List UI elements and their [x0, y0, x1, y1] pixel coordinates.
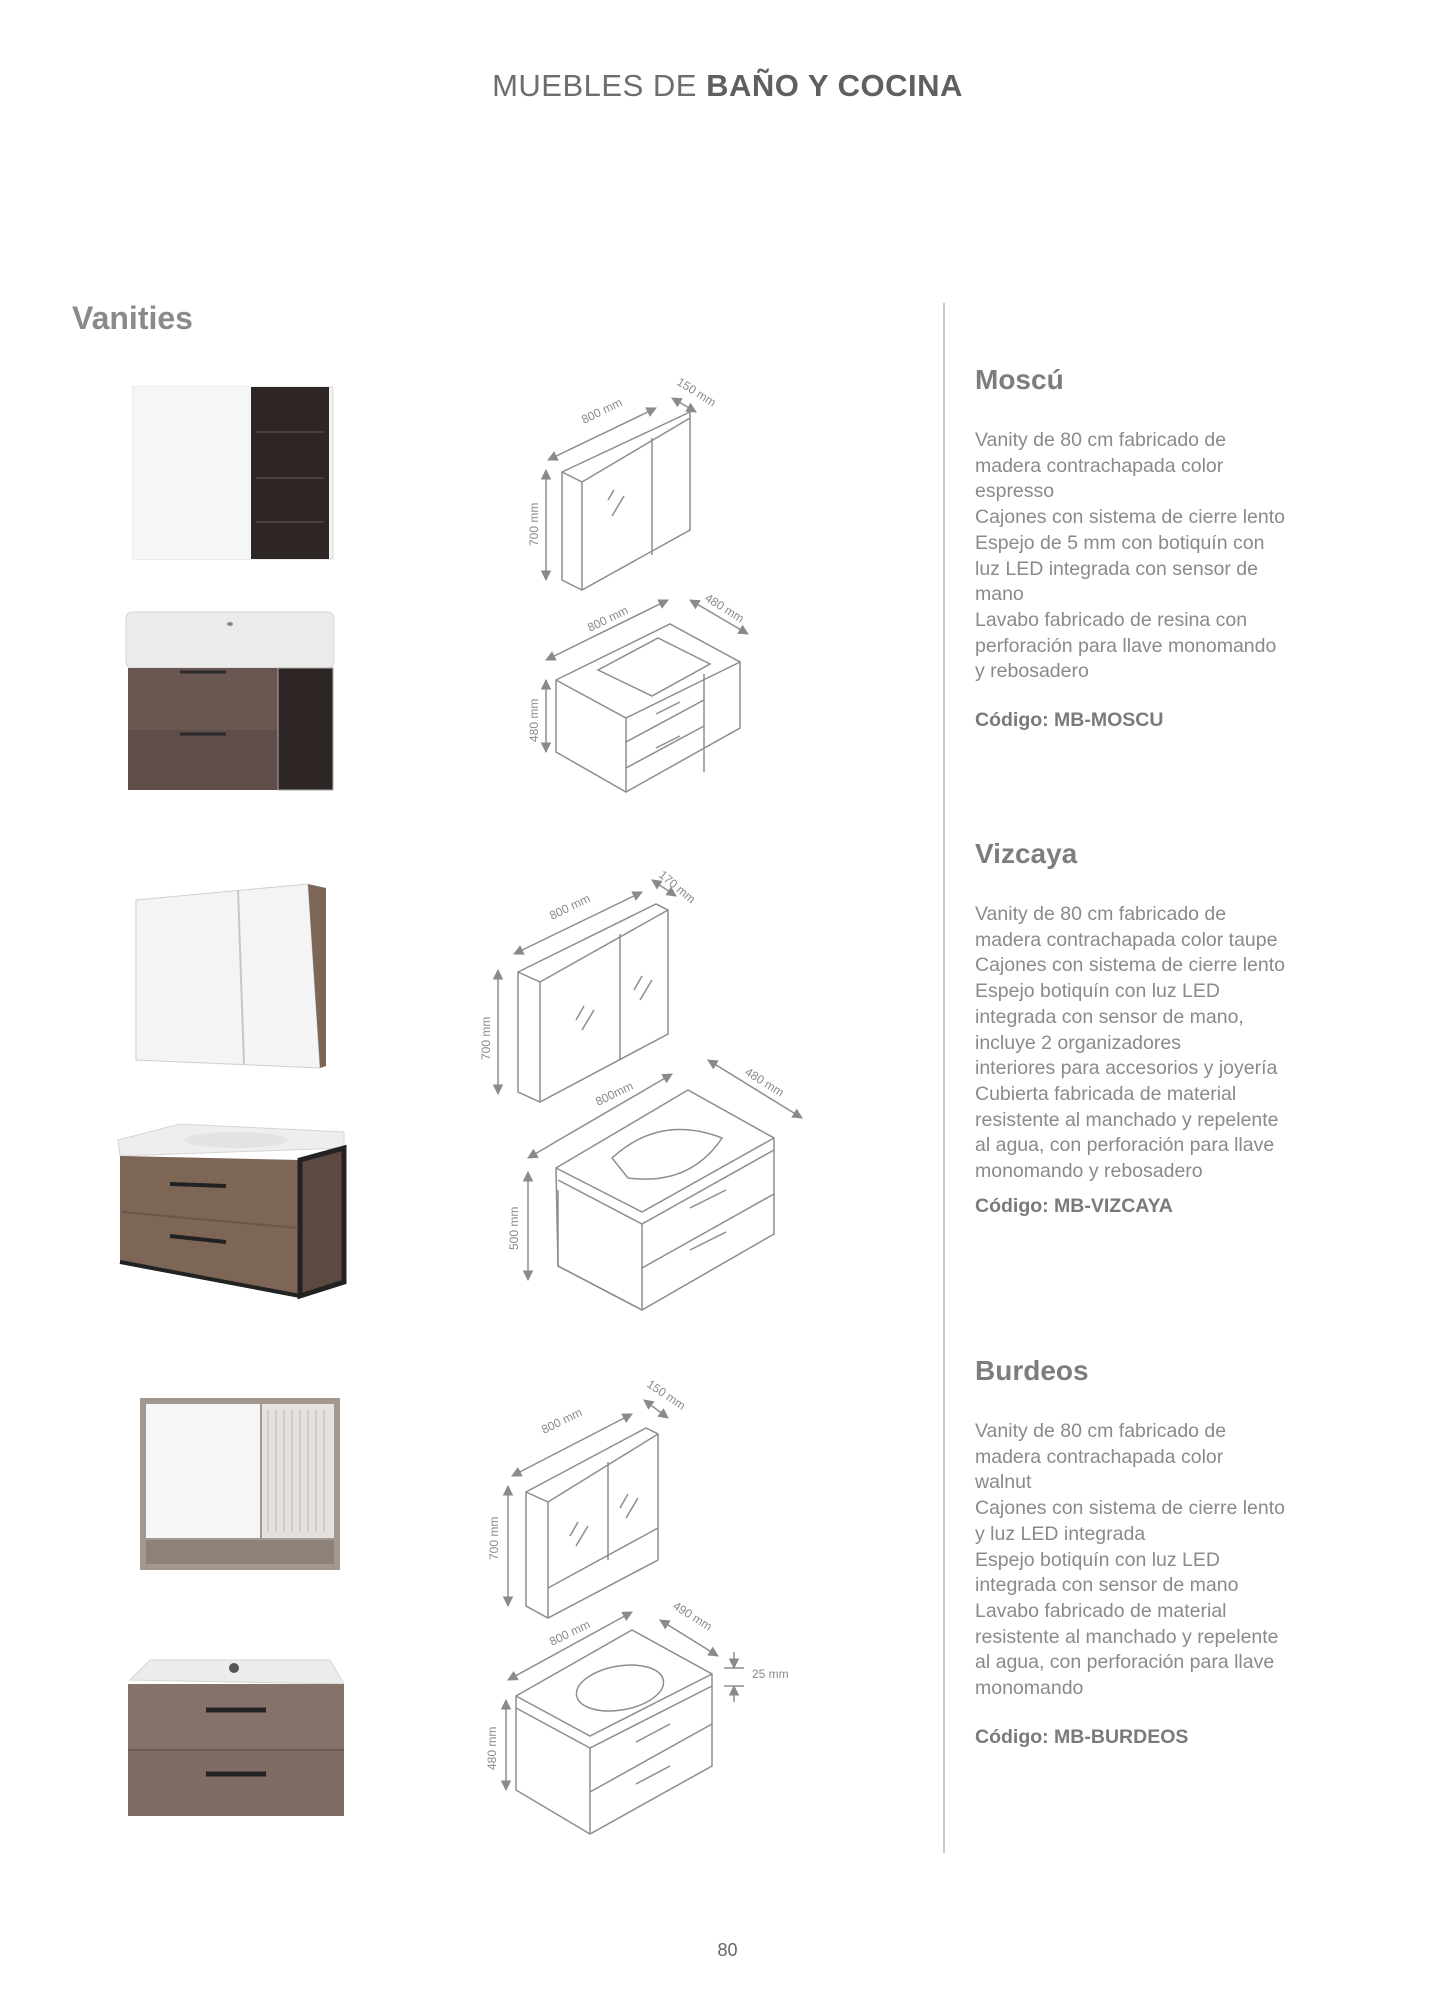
- page-number: 80: [717, 1940, 738, 1960]
- header-emphasis: BAÑO Y COCINA: [706, 68, 963, 103]
- header-prefix: MUEBLES DE: [492, 68, 697, 103]
- product-name: Moscú: [975, 364, 1064, 395]
- product-burdeos: [975, 1355, 1375, 1749]
- moscu-mirror-cabinet-photo: [133, 387, 333, 559]
- product-description: Vanity de 80 cm fabricado de madera contrachapada color walnut Cajones con sistema de cierre lento y luz LED integrada Espejo botiquín con luz LED integrada con sensor de mano Lavabo fabricado de material resistente al manchado y repelente al agua, con perforación para llave monomando: [975, 1420, 1285, 1700]
- burdeos-vanity-depth-label: 490 mm: [670, 1598, 715, 1634]
- moscu-vanity-photo: [126, 612, 334, 790]
- product-code: Código: MB-BURDEOS: [975, 1725, 1189, 1748]
- product-code: Código: MB-VIZCAYA: [975, 1194, 1173, 1217]
- moscu-vanity-depth-label: 480 mm: [702, 590, 747, 626]
- vizcaya-mirror-cabinet-photo: [136, 884, 326, 1068]
- burdeos-cabinet-width-label: 800 mm: [539, 1405, 585, 1437]
- vizcaya-vanity-width-label: 800mm: [593, 1078, 636, 1109]
- vizcaya-vanity-depth-label: 480 mm: [742, 1064, 787, 1100]
- burdeos-mirror-cabinet-photo: [140, 1398, 340, 1570]
- burdeos-cabinet-height-label: 700 mm: [487, 1516, 501, 1560]
- product-name: Vizcaya: [975, 838, 1078, 869]
- product-vizcaya: [975, 838, 1375, 1218]
- burdeos-vanity-width-label: 800 mm: [547, 1617, 593, 1649]
- vizcaya-vanity-photo: [118, 1124, 344, 1296]
- burdeos-top-thickness-label: 25 mm: [752, 1667, 789, 1681]
- moscu-vanity-height-label: 480 mm: [527, 698, 541, 742]
- section-title: Vanities: [72, 300, 193, 336]
- vizcaya-cabinet-width-label: 800 mm: [547, 891, 593, 923]
- burdeos-vanity-height-label: 480 mm: [485, 1726, 499, 1770]
- moscu-cabinet-drawing: [546, 398, 696, 590]
- vizcaya-vanity-height-label: 500 mm: [507, 1206, 521, 1250]
- moscu-cabinet-width-label: 800 mm: [579, 395, 625, 427]
- product-description: Vanity de 80 cm fabricado de madera contrachapada color espresso Cajones con sistema de cierre lento Espejo de 5 mm con botiquín con luz LED integrada con sensor de mano Lavabo fabricado de resina con perforación para llave monomando y rebosadero: [975, 429, 1285, 683]
- product-description: Vanity de 80 cm fabricado de madera contrachapada color taupe Cajones con sistema de cierre lento Espejo botiquín con luz LED integrada con sensor de mano, incluye 2 organizadores interiores para accesorios y joyería Cubierta fabricada de material resistente al manchado y repelente al agua, con perforación para llave monomando y rebosadero: [975, 903, 1285, 1183]
- burdeos-cabinet-drawing: [508, 1400, 668, 1618]
- moscu-cabinet-depth-label: 150 mm: [674, 374, 719, 410]
- vizcaya-vanity-drawing: [528, 1060, 802, 1310]
- moscu-vanity-width-label: 800 mm: [585, 603, 631, 635]
- vizcaya-cabinet-drawing: [498, 880, 676, 1102]
- product-moscu: [975, 364, 1375, 732]
- burdeos-cabinet-depth-label: 150 mm: [644, 1376, 689, 1413]
- moscu-cabinet-height-label: 700 mm: [527, 502, 541, 546]
- moscu-vanity-drawing: [546, 600, 748, 792]
- product-code: Código: MB-MOSCU: [975, 709, 1164, 732]
- vizcaya-cabinet-depth-label: 170 mm: [656, 867, 699, 907]
- burdeos-vanity-drawing: [506, 1612, 744, 1834]
- product-name: Burdeos: [975, 1355, 1089, 1386]
- vizcaya-cabinet-height-label: 700 mm: [479, 1016, 493, 1060]
- burdeos-vanity-photo: [128, 1660, 344, 1816]
